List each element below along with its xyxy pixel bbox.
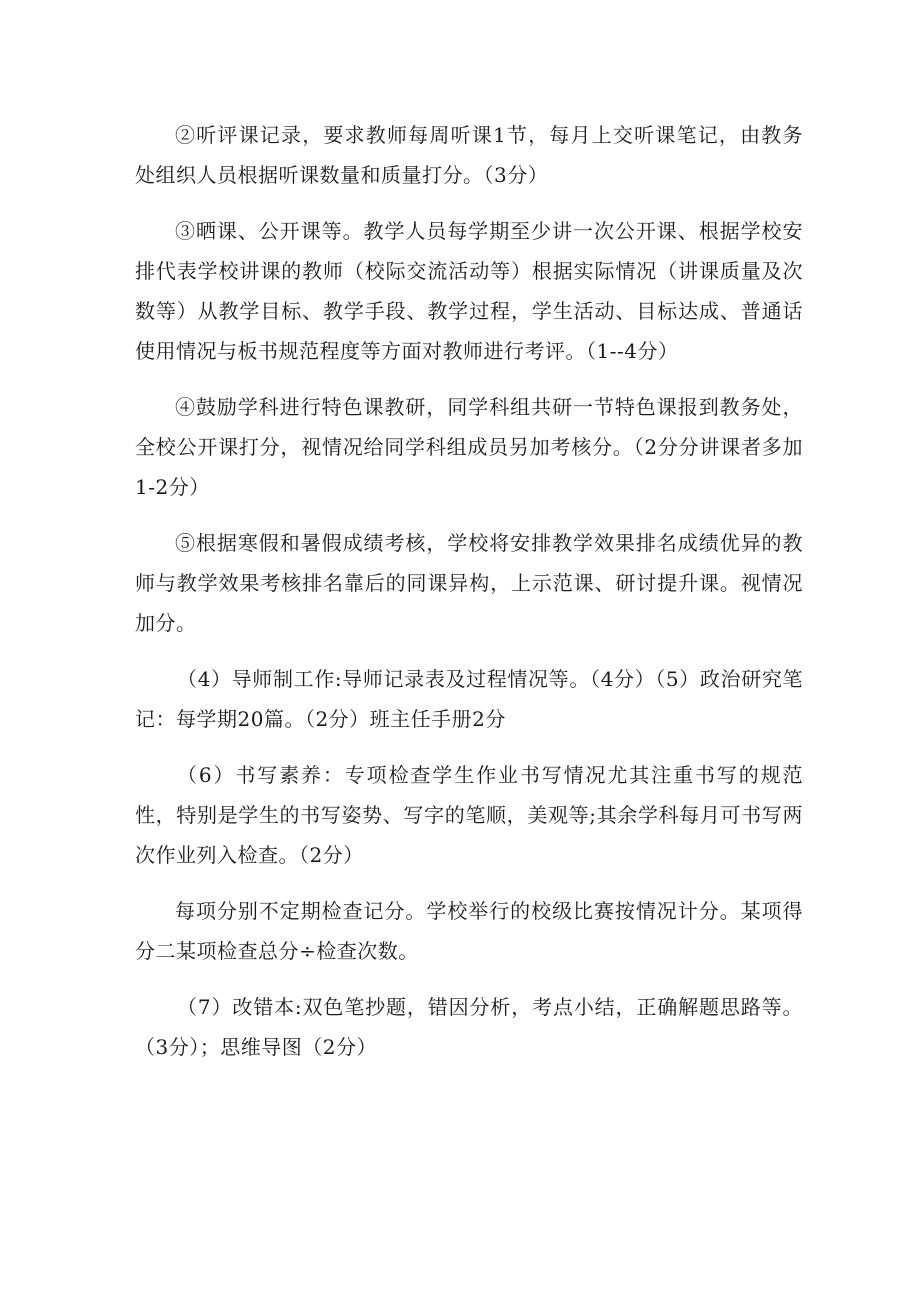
paragraph-listening-evaluation: ②听评课记录，要求教师每周听课1节，每月上交听课笔记，由教务处组织人员根据听课数量和质量打分。（3分） xyxy=(135,123,803,187)
document-body xyxy=(135,115,803,1083)
paragraph-open-class: ③晒课、公开课等。教学人员每学期至少讲一次公开课、根据学校安排代表学校讲课的教师（校际交流活动等）根据实际情况（讲课质量及次数等）从教学目标、教学手段、教学过程，学生活动、目标达成、普通话使用情况与板书规范程度等方面对教师进行考评。（1--4分） xyxy=(135,219,803,363)
paragraph-error-notebook: （7）改错本:双色笔抄题，错因分析，考点小结，正确解题思路等。（3分）；思维导图（2分） xyxy=(135,995,803,1059)
paragraph-mentor-system: （4）导师制工作:导师记录表及过程情况等。（4分）（5）政治研究笔记：每学期20篇。（2分）班主任手册2分 xyxy=(135,667,803,731)
paragraph-writing-literacy: （6）书写素养：专项检查学生作业书写情况尤其注重书写的规范性，特别是学生的书写姿势、写字的笔顺，美观等;其余学科每月可书写两次作业列入检查。（2分） xyxy=(135,763,803,867)
paragraph-special-course-research: ④鼓励学科进行特色课教研，同学科组共研一节特色课报到教务处，全校公开课打分，视情况给同学科组成员另加考核分。（2分分讲课者多加1-2分） xyxy=(135,395,803,499)
paragraph-same-course-different-structure: ⑤根据寒假和暑假成绩考核，学校将安排教学效果排名成绩优异的教师与教学效果考核排名靠后的同课异构，上示范课、研讨提升课。视情况加分。 xyxy=(135,531,803,635)
paragraph-scoring-rule: 每项分别不定期检查记分。学校举行的校级比赛按情况计分。某项得分二某项检查总分÷检查次数。 xyxy=(135,899,803,963)
